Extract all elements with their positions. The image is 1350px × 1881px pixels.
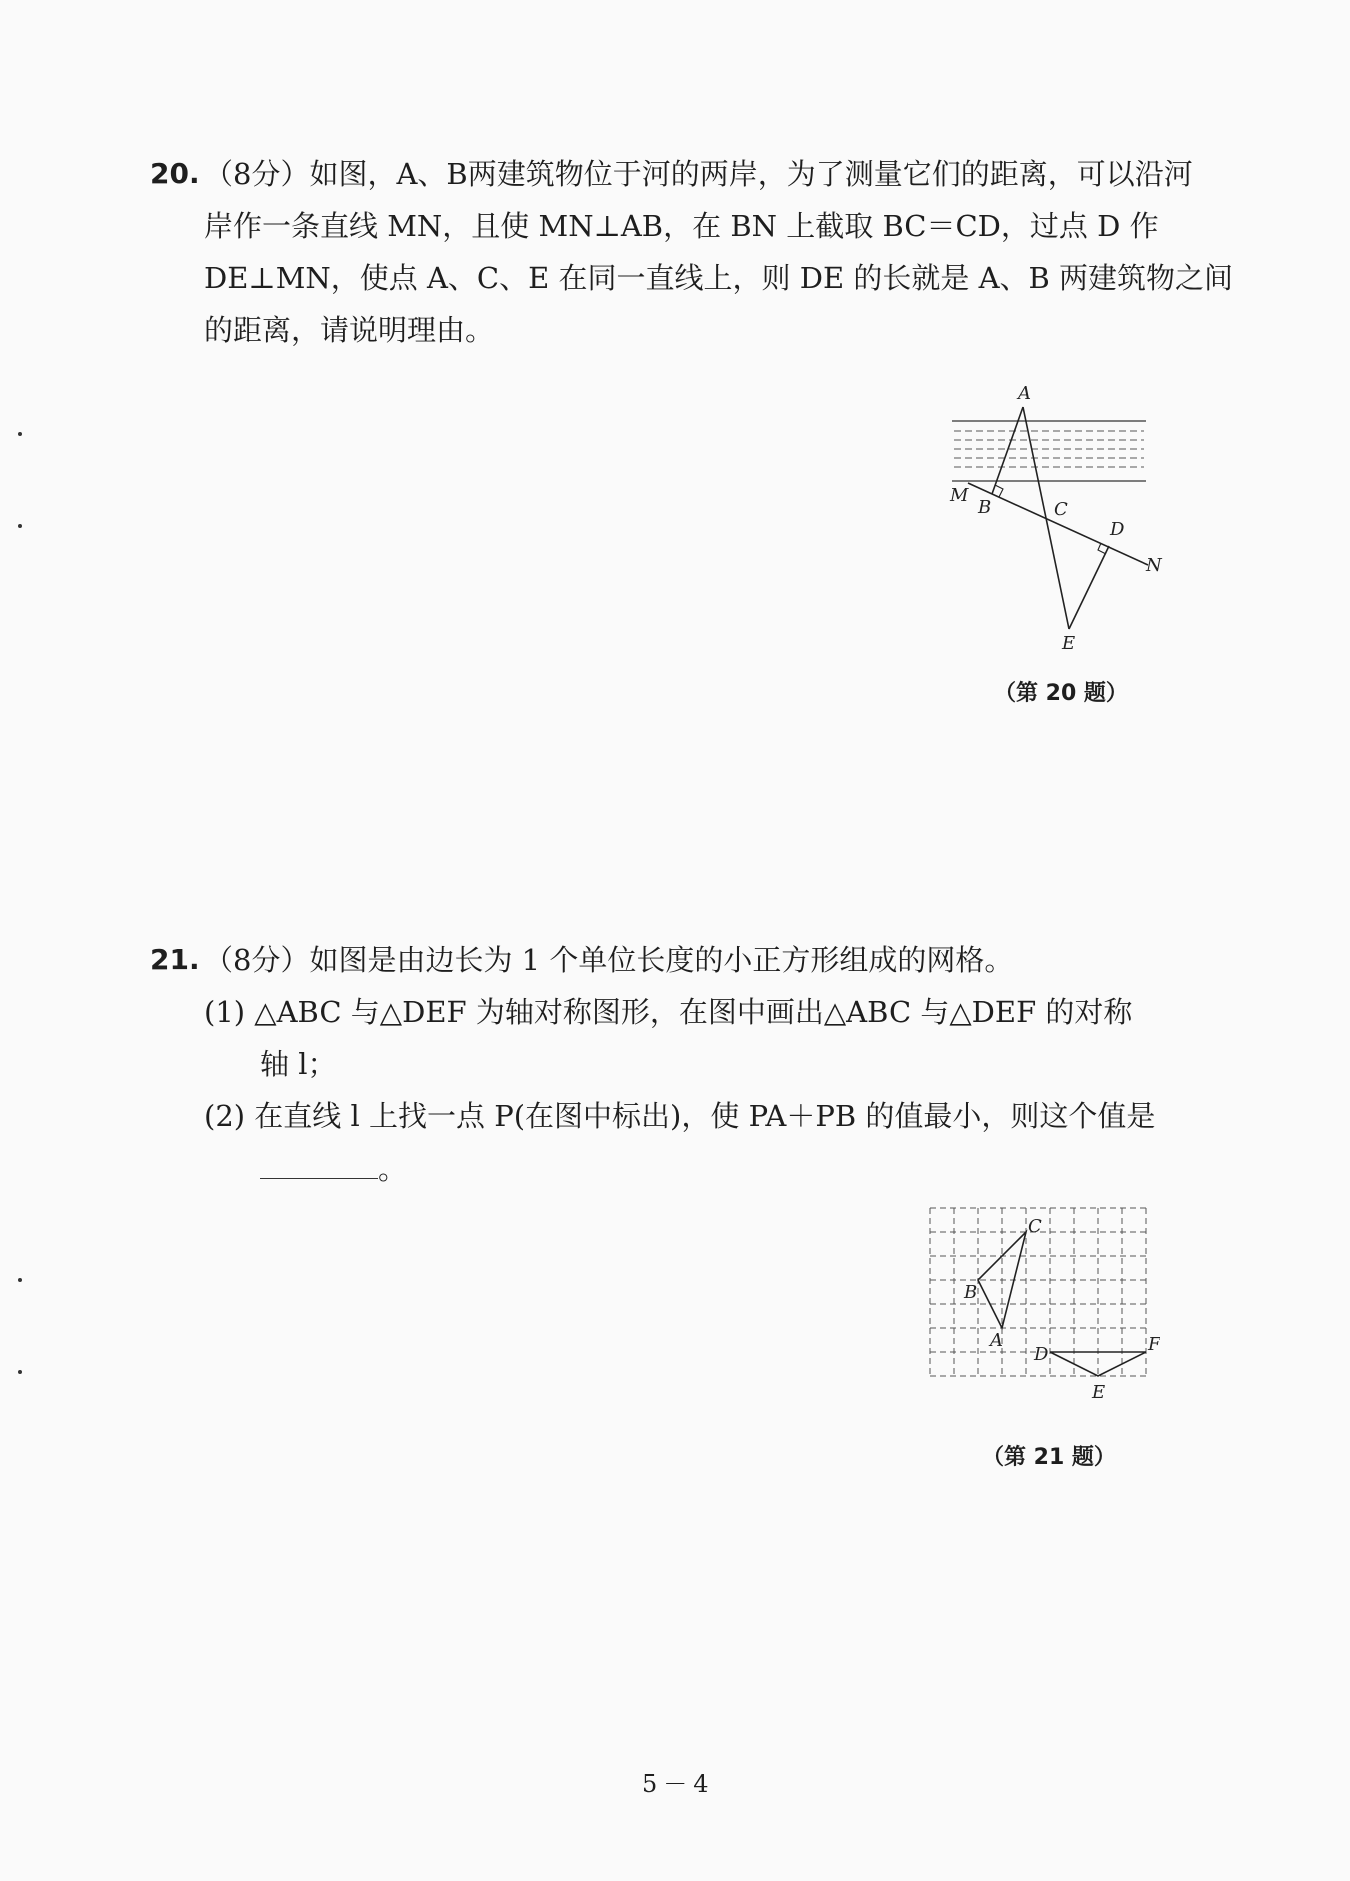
question-intro xyxy=(204,934,1200,986)
point-label-d: D xyxy=(1110,519,1125,540)
point-label-n: N xyxy=(1146,555,1162,576)
point-label-f: F xyxy=(1148,1334,1160,1355)
answer-blank-line xyxy=(260,1142,1200,1194)
margin-mark xyxy=(18,524,22,528)
point-label-b: B xyxy=(978,497,992,518)
point-label-d: D xyxy=(1034,1344,1049,1365)
question-number: 21. xyxy=(150,943,200,976)
blank-end-mark: 。 xyxy=(378,1152,408,1186)
question-text xyxy=(204,148,1234,356)
segment-de xyxy=(1069,546,1109,629)
figure-20-diagram xyxy=(944,385,1184,665)
figure-20-caption: （第 20 题） xyxy=(994,681,1128,706)
margin-mark xyxy=(18,432,22,436)
point-label-e: E xyxy=(1092,1382,1106,1403)
sub-question-2: (2) 在直线 l 上找一点 P(在图中标出)，使 PA＋PB 的值最小，则这个值是 xyxy=(204,1099,1156,1133)
river-band xyxy=(952,421,1146,481)
question-number: 20. xyxy=(150,157,200,190)
margin-mark xyxy=(18,1370,22,1374)
point-label-c: C xyxy=(1054,499,1068,520)
answer-blank[interactable] xyxy=(260,1142,378,1179)
point-label-m: M xyxy=(950,485,969,506)
sub-question-1: (1) △ABC 与△DEF 为轴对称图形，在图中画出△ABC 与△DEF 的对称 xyxy=(204,995,1133,1029)
point-label-e: E xyxy=(1062,633,1076,654)
question-line: （8分）如图是由边长为 1 个单位长度的小正方形组成的网格。 xyxy=(204,943,1014,977)
river-water-lines xyxy=(954,431,1144,467)
point-label-a: A xyxy=(990,1330,1003,1351)
question-20 xyxy=(150,148,1234,356)
question-line: 岸作一条直线 MN，且使 MN⊥AB，在 BN 上截取 BC＝CD，过点 D 作 xyxy=(204,209,1159,243)
question-21 xyxy=(150,934,1200,1194)
sub-question-1-continued: 轴 l； xyxy=(260,1047,337,1081)
question-line: （8分）如图，A、B两建筑物位于河的两岸，为了测量它们的距离，可以沿河 xyxy=(204,157,1193,191)
page-number: 5－4 xyxy=(642,1770,715,1798)
point-label-b: B xyxy=(964,1282,978,1303)
figure-21-grid xyxy=(920,1198,1160,1418)
question-line: DE⊥MN，使点 A、C、E 在同一直线上，则 DE 的长就是 A、B 两建筑物之间 xyxy=(204,261,1234,295)
point-label-c: C xyxy=(1028,1216,1042,1237)
figure-21-caption: （第 21 题） xyxy=(982,1445,1116,1470)
margin-mark xyxy=(18,1278,22,1282)
point-label-a: A xyxy=(1018,385,1031,404)
question-line: 的距离，请说明理由。 xyxy=(204,313,495,347)
